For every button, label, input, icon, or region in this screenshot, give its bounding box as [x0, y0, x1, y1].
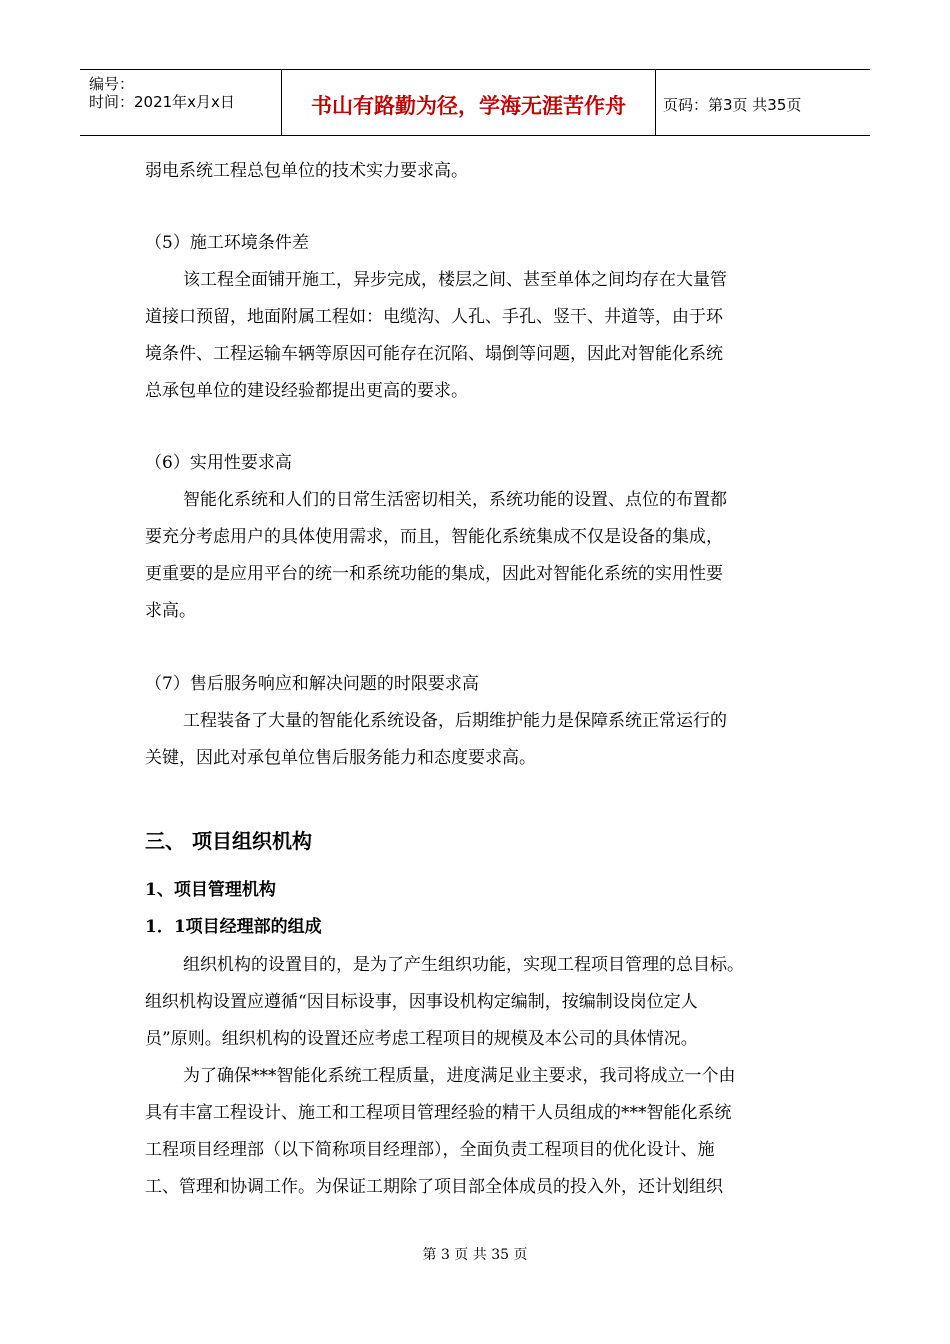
paragraph-line: 工程装备了大量的智能化系统设备，后期维护能力是保障系统正常运行的: [183, 711, 727, 731]
paragraph-line: 道接口预留，地面附属工程如：电缆沟、人孔、手孔、竖干、井道等，由于环: [145, 307, 723, 327]
paragraph-line: 为了确保***智能化系统工程质量，进度满足业主要求，我司将成立一个由: [183, 1066, 736, 1086]
paragraph-line: 具有丰富工程设计、施工和工程项目管理经验的精干人员组成的***智能化系统: [145, 1103, 732, 1123]
header-meta-cell: [80, 70, 282, 135]
page-footer: 第 3 页 共 35 页: [422, 1247, 528, 1263]
paragraph-line: 总承包单位的建设经验都提出更高的要求。: [145, 381, 468, 401]
subsubsection-heading: 1．1项目经理部的组成: [145, 917, 322, 937]
subheading-5: （5）施工环境条件差: [145, 233, 309, 253]
paragraph-line: 该工程全面铺开施工，异步完成，楼层之间、甚至单体之间均存在大量管: [183, 270, 727, 290]
header-motto-cell: [282, 70, 656, 135]
paragraph-line: 工程项目经理部（以下简称项目经理部），全面负责工程项目的优化设计、施: [145, 1140, 715, 1160]
paragraph-line: 更重要的是应用平台的统一和系统功能的集成，因此对智能化系统的实用性要: [145, 564, 723, 584]
header-motto: 书山有路勤为径，学海无涯苦作舟: [311, 93, 626, 118]
paragraph-line: 组织机构的设置目的，是为了产生组织功能，实现工程项目管理的总目标。: [183, 955, 744, 975]
header-page-info: 页码：第3页 共35页: [663, 96, 802, 114]
paragraph-line: 要充分考虑用户的具体使用需求，而且，智能化系统集成不仅是设备的集成，: [145, 527, 723, 547]
paragraph-line: 工、管理和协调工作。为保证工期除了项目部全体成员的投入外，还计划组织: [145, 1177, 723, 1197]
document-number-label: 编号：: [89, 75, 135, 93]
paragraph-line: 智能化系统和人们的日常生活密切相关，系统功能的设置、点位的布置都: [183, 490, 727, 510]
paragraph-line: 关键，因此对承包单位售后服务能力和态度要求高。: [145, 748, 536, 768]
header-page-cell: [656, 70, 870, 135]
subheading-6: （6）实用性要求高: [145, 453, 292, 473]
paragraph-line: 员”原则。组织机构的设置还应考虑工程项目的规模及本公司的具体情况。: [145, 1029, 698, 1049]
page-header: [80, 69, 870, 136]
paragraph-line: 境条件、工程运输车辆等原因可能存在沉陷、塌倒等问题，因此对智能化系统: [145, 344, 723, 364]
paragraph-line: 弱电系统工程总包单位的技术实力要求高。: [145, 161, 468, 181]
section-heading: 三、 项目组织机构: [145, 829, 312, 853]
subsection-heading: 1、项目管理机构: [145, 880, 276, 900]
subheading-7: （7）售后服务响应和解决问题的时限要求高: [145, 674, 479, 694]
paragraph-line: 组织机构设置应遵循“因目标设事，因事设机构定编制，按编制设岗位定人: [145, 992, 698, 1012]
document-time-label: 时间：2021年x月x日: [89, 93, 235, 111]
paragraph-line: 求高。: [145, 601, 196, 621]
